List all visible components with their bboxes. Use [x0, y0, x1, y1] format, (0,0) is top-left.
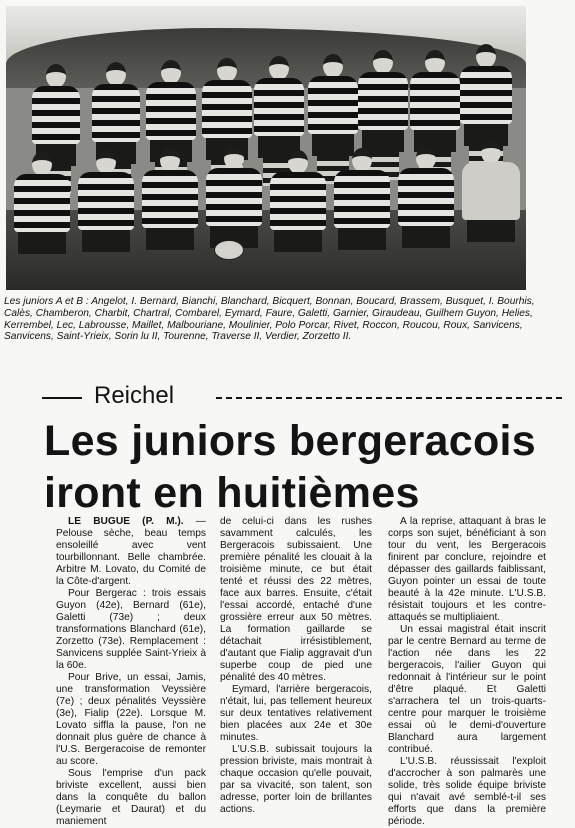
- player-figure: [462, 140, 520, 256]
- player-figure: [206, 146, 262, 256]
- headline-line-2: iront en huitièmes: [44, 469, 420, 517]
- kicker-rule-right: [216, 397, 562, 400]
- player-figure: [334, 148, 390, 258]
- paragraph: de celui-ci dans les rushes savamment calculés, les Bergeracois subissaient. Une première pénalité les clouait à la troisième minute, ce but était tenté et réussi des 22 mètres, face aux barres. Ensuite, c'était l'essai accordé, entaché d'une grossière erreur aux 50 mètres. La formation gaillarde se détachait irrésistiblement, d'autant que Fialip aggravait d'un superbe coup de pied une pénalité des 40 mètres.: [220, 516, 372, 683]
- photo-caption: Les juniors A et B : Angelot, I. Bernard, Bianchi, Blanchard, Bicquert, Bonnan, Boucard, Brassem, Busquet, I. Bourhis, Calès, Chamberon, Charbit, Chartral, Combarel, Eymard, Faure, Galetti, Garnier, Giraudeau, Guilhem Guyon, Helies, Kerrembel, Lec, Labrousse, Maillet, Malbouriane, Moulinier, Polo Porcar, Rivet, Roccon, Roucou, Roux, Sanvicens, Sanvicens, Saint-Yrieix, Sorin lu II, Tourenne, Traverse II, Verdier, Zorzetto II.: [4, 296, 535, 343]
- player-figure: [142, 148, 198, 258]
- paragraph: L'U.S.B. subissait toujours la pression briviste, mais montrait à chaque occasion qu'elle pouvait, par sa vivacité, son talent, son adresse, porter loin de brillantes actions.: [220, 744, 372, 815]
- team-photo: [6, 6, 526, 290]
- player-figure: [270, 150, 326, 260]
- dateline: LE BUGUE (P. M.).: [68, 516, 184, 527]
- paragraph: Sous l'emprise d'un pack briviste excellent, aussi bien dans la conquête du ballon (Leymarie et Daurat) et du maniement: [56, 768, 206, 827]
- paragraph: Pour Brive, un essai, Jamis, une transformation Veyssière (7e) ; deux pénalités Veyssière (3e), Fialip (22e). Lorsque M. Lovato siffla la pause, l'on ne donnait plus guère de chance à l'U.S. Bergeracoise de remonter au score.: [56, 672, 206, 767]
- article-column-1: [56, 516, 206, 827]
- kicker-label: Reichel: [94, 382, 175, 409]
- paragraph: A la reprise, attaquant à bras le corps son sujet, bénéficiant à son tour du vent, les Bergeracois finirent par conclure, rejoindre et dépasser des gaillards faiblissant, Guyon pointer un essai de toute beauté à la 42e minute. L'U.S.B. résistait toujours et les contre-attaqués se multipliaient.: [388, 516, 546, 623]
- rugby-ball: [214, 240, 244, 260]
- player-figure: [398, 146, 454, 256]
- section-kicker: [42, 383, 562, 413]
- player-figure: [78, 150, 134, 260]
- headline-line-1: Les juniors bergeracois: [44, 417, 537, 465]
- kicker-rule-left: [42, 397, 82, 399]
- article-column-2: [220, 516, 372, 815]
- headline: [44, 415, 564, 519]
- paragraph: Pour Bergerac : trois essais Guyon (42e), Bernard (61e), Galetti (73e) ; deux transformations Blanchard (61e), Zorzetto (73e). Remplacement : Sanvicens supplée Saint-Yrieix à la 60e.: [56, 588, 206, 671]
- paragraph: L'U.S.B. réussissait l'exploit d'accrocher à son palmarès une solide, très solide équipe briviste qui n'avait avé semblé-t-il ses efforts que dans la première période.: [388, 756, 546, 827]
- player-figure: [14, 152, 70, 262]
- paragraph: Eymard, l'arrière bergeracois, n'était, lui, pas tellement heureux sur deux tentatives relativement bien placées aux 24e et 30e minutes.: [220, 684, 372, 743]
- article-column-3: [388, 516, 546, 827]
- paragraph: [56, 516, 206, 588]
- paragraph: Un essai magistral était inscrit par le centre Bernard au terme de l'action née dans les 22 bergeracois, l'ailier Guyon qui redonnait à l'intérieur sur le point d'être plaqué. Et Galetti s'arrachera tel un trois-quarts-centre pour marquer le troisième essai où le demi-d'ouverture Blanchard aura largement contribué.: [388, 624, 546, 755]
- paragraph-text: — Pelouse sèche, beau temps ensoleillé avec vent tourbillonnant. Belle chambrée. Arbitre M. Lovato, du Comité de la Côte-d'argent.: [56, 516, 206, 587]
